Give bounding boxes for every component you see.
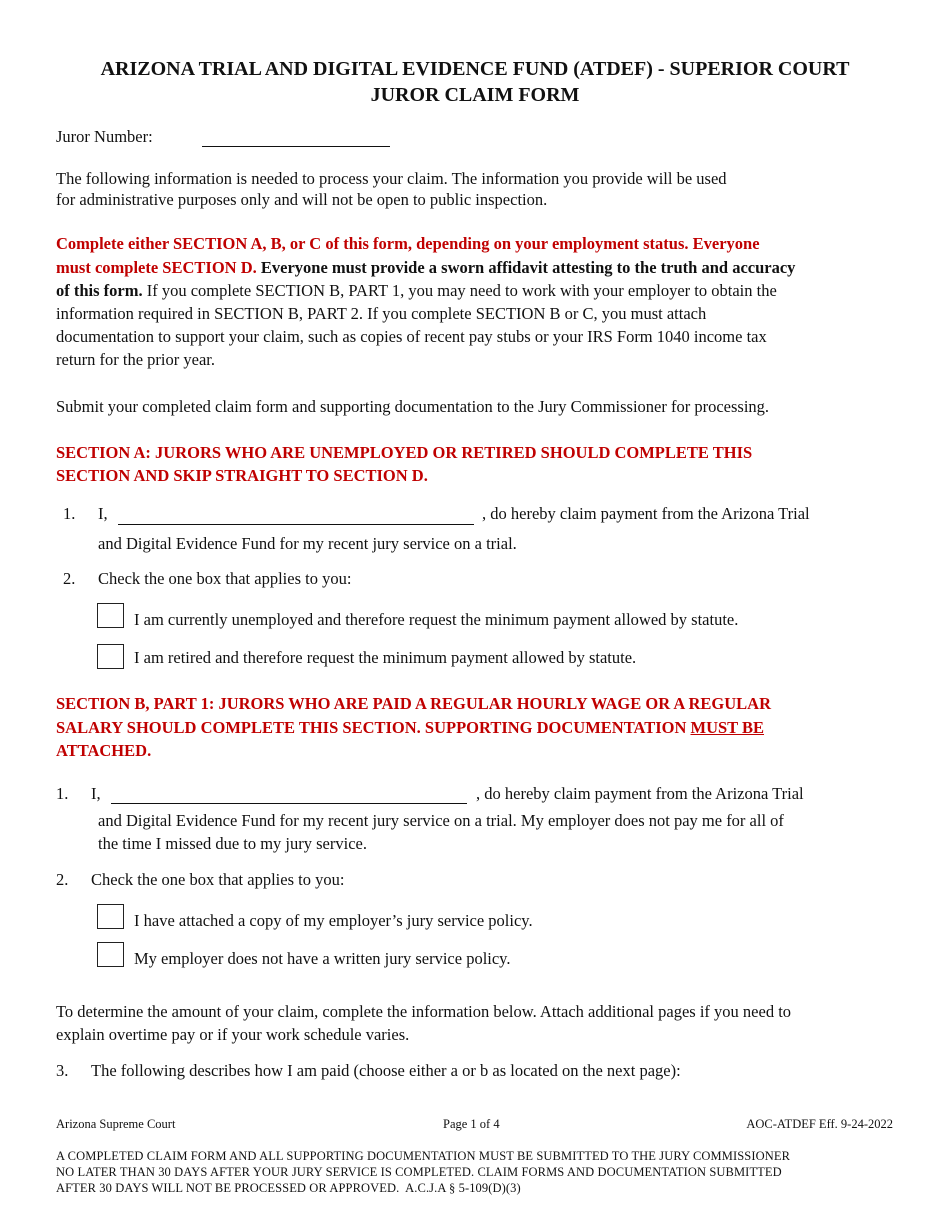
instructions-section-d-note: must complete SECTION D. xyxy=(56,258,257,277)
section-b-item2-text: Check the one box that applies to you: xyxy=(91,870,345,889)
amount-instructions-line2: explain overtime pay or if your work schedule varies. xyxy=(56,1025,410,1044)
instructions-line-4: information required in SECTION B, PART 2. If you complete SECTION B or C, you must attach xyxy=(56,304,707,323)
footer-notice-line3: AFTER 30 DAYS WILL NOT BE PROCESSED OR APPROVED. A.C.J.A § 5-109(D)(3) xyxy=(56,1181,521,1195)
juror-number-field[interactable] xyxy=(202,146,390,147)
instructions-line-3-rest: If you complete SECTION B, PART 1, you may need to work with your employer to obtain the xyxy=(142,281,777,300)
retired-checkbox[interactable] xyxy=(97,644,124,669)
section-a-item2-text: Check the one box that applies to you: xyxy=(98,569,352,588)
section-b-item1-line2: and Digital Evidence Fund for my recent jury service on a trial. My employer does not pay me for all of xyxy=(98,811,784,830)
intro-line-1: The following information is needed to process your claim. The information you provide will be used xyxy=(56,169,727,188)
section-b-item1-i: I, xyxy=(91,784,101,803)
section-b-must-be: MUST BE xyxy=(690,718,765,737)
intro-line-2: for administrative purposes only and will not be open to public inspection. xyxy=(56,190,548,209)
section-b-item1-number: 1. xyxy=(56,784,69,803)
instructions-line-2 xyxy=(56,256,795,279)
section-b-heading-line3: ATTACHED. xyxy=(56,741,152,760)
section-b-heading-line1: SECTION B, PART 1: JURORS WHO ARE PAID A REGULAR HOURLY WAGE OR A REGULAR xyxy=(56,694,772,713)
section-a-name-field[interactable] xyxy=(118,524,474,525)
section-a-heading-line1: SECTION A: JURORS WHO ARE UNEMPLOYED OR RETIRED SHOULD COMPLETE THIS xyxy=(56,443,753,462)
section-a-item1-i: I, xyxy=(98,504,108,523)
submit-instructions: Submit your completed claim form and supporting documentation to the Jury Commissioner for processing. xyxy=(56,397,770,416)
section-a-item1-number: 1. xyxy=(63,504,76,523)
footer-court-name: Arizona Supreme Court xyxy=(56,1117,176,1131)
section-b-item3-text: The following describes how I am paid (choose either a or b as located on the next page): xyxy=(91,1061,681,1080)
instructions-affidavit-note: Everyone must provide a sworn affidavit attesting to the truth and accuracy xyxy=(256,258,796,277)
unemployed-checkbox[interactable] xyxy=(97,603,124,628)
footer-page-number: Page 1 of 4 xyxy=(443,1117,500,1131)
form-title-line1: ARIZONA TRIAL AND DIGITAL EVIDENCE FUND (ATDEF) - SUPERIOR COURT xyxy=(100,58,850,80)
footer-notice-line2: NO LATER THAN 30 DAYS AFTER YOUR JURY SERVICE IS COMPLETED. CLAIM FORMS AND DOCUMENTATION SUBMITTED xyxy=(56,1165,782,1179)
section-b-item3-number: 3. xyxy=(56,1061,69,1080)
retired-option-label: I am retired and therefore request the minimum payment allowed by statute. xyxy=(134,648,637,667)
section-b-name-field[interactable] xyxy=(111,803,467,804)
juror-number-label: Juror Number: xyxy=(56,127,153,146)
employer-policy-checkbox[interactable] xyxy=(97,904,124,929)
instructions-line-6: return for the prior year. xyxy=(56,350,215,369)
section-b-item1-claim: , do hereby claim payment from the Arizona Trial xyxy=(476,784,804,803)
amount-instructions-line1: To determine the amount of your claim, complete the information below. Attach additional pages if you need to xyxy=(56,1002,792,1021)
section-b-heading-line2-text: SALARY SHOULD COMPLETE THIS SECTION. SUPPORTING DOCUMENTATION xyxy=(56,718,691,737)
instructions-line-5: documentation to support your claim, such as copies of recent pay stubs or your IRS Form 1040 income tax xyxy=(56,327,767,346)
instructions-line-3 xyxy=(56,279,777,302)
instructions-of-this-form: of this form. xyxy=(56,281,143,300)
form-title-line2: JUROR CLAIM FORM xyxy=(370,84,580,106)
no-written-policy-checkbox[interactable] xyxy=(97,942,124,967)
section-a-item1-line2: and Digital Evidence Fund for my recent jury service on a trial. xyxy=(98,534,517,553)
footer-form-id: AOC-ATDEF Eff. 9-24-2022 xyxy=(746,1117,893,1131)
instructions-line-1: Complete either SECTION A, B, or C of this form, depending on your employment status. Everyone xyxy=(56,234,760,253)
section-a-item1-claim: , do hereby claim payment from the Arizona Trial xyxy=(482,504,810,523)
unemployed-option-label: I am currently unemployed and therefore request the minimum payment allowed by statute. xyxy=(134,610,739,629)
section-b-heading-line2 xyxy=(56,716,764,739)
section-b-item2-number: 2. xyxy=(56,870,69,889)
section-a-item2-number: 2. xyxy=(63,569,76,588)
employer-policy-label: I have attached a copy of my employer’s jury service policy. xyxy=(134,911,533,930)
section-b-item1-line3: the time I missed due to my jury service. xyxy=(98,834,367,853)
footer-notice-line1: A COMPLETED CLAIM FORM AND ALL SUPPORTING DOCUMENTATION MUST BE SUBMITTED TO THE JURY COMMISSIONER xyxy=(56,1149,791,1163)
section-a-heading-line2: SECTION AND SKIP STRAIGHT TO SECTION D. xyxy=(56,466,428,485)
no-written-policy-label: My employer does not have a written jury service policy. xyxy=(134,949,511,968)
